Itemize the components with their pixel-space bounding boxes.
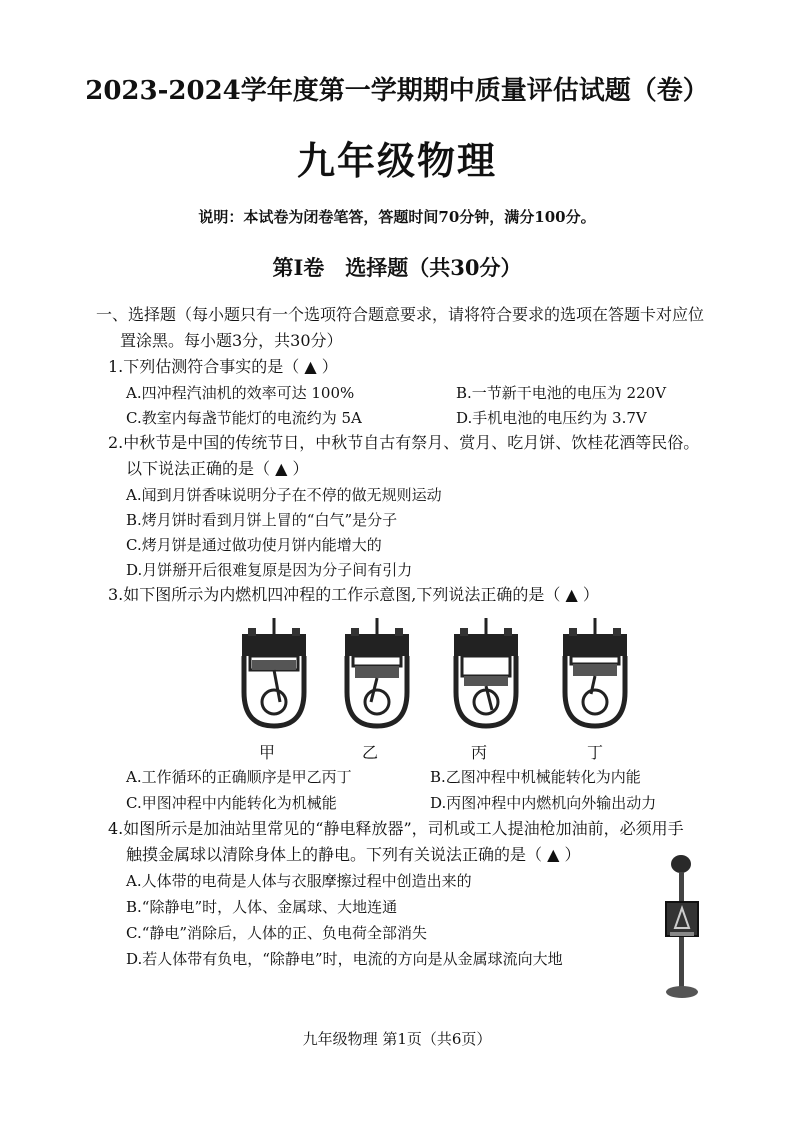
question-2-stem-line1: 2.中秋节是中国的传统节日，中秋节自古有祭月、赏月、吃月饼、饮桂花酒等民俗。: [108, 433, 700, 452]
question-1-stem: 1.下列估测符合事实的是（ ▲ ）: [108, 357, 338, 376]
question-1-option-b: B.一节新干电池的电压为 220V: [456, 384, 667, 402]
subject-title: 九年级物理: [296, 138, 497, 183]
figure-label-ding: 丁: [586, 743, 603, 762]
engine-stroke-figure-bing: [446, 614, 526, 732]
figure-label-bing: 丙: [470, 743, 487, 762]
figure-label-yi: 乙: [361, 743, 378, 762]
question-4-stem-line1: 4.如图所示是加油站里常见的“静电释放器”，司机或工人提油枪加油前，必须用手: [108, 819, 684, 838]
question-2-option-b: B.烤月饼时看到月饼上冒的“白气”是分子: [126, 511, 398, 529]
question-2-option-a: A.闻到月饼香味说明分子在不停的做无规则运动: [126, 486, 442, 504]
question-2-option-d: D.月饼掰开后很难复原是因为分子间有引力: [126, 561, 413, 579]
engine-stroke-figure-jia: [234, 614, 314, 732]
question-4-stem-line2: 触摸金属球以清除身体上的静电。下列有关说法正确的是（ ▲ ）: [126, 845, 581, 864]
figure-label-jia: 甲: [258, 743, 275, 762]
exam-title: 2023-2024学年度第一学期期中质量评估试题（卷）: [85, 76, 709, 106]
question-4-option-d: D.若人体带有负电，“除静电”时，电流的方向是从金属球流向大地: [126, 950, 563, 968]
question-3-option-b: B.乙图冲程中机械能转化为内能: [430, 768, 641, 786]
engine-stroke-figure-yi: [337, 614, 417, 732]
part-instruction-line1: 一、选择题（每小题只有一个选项符合题意要求，请将符合要求的选项在答题卡对应位: [96, 305, 705, 324]
part-instruction-line2: 置涂黑。每小题3分，共30分）: [120, 331, 343, 350]
question-2-stem-line2: 以下说法正确的是（ ▲ ）: [126, 459, 309, 478]
question-1-option-d: D.手机电池的电压约为 3.7V: [456, 409, 647, 427]
question-4-option-b: B.“除静电”时，人体、金属球、大地连通: [126, 898, 398, 916]
question-3-stem: 3.如下图所示为内燃机四冲程的工作示意图,下列说法正确的是（ ▲ ）: [108, 585, 599, 604]
question-1-option-a: A.四冲程汽油机的效率可达 100%: [126, 384, 355, 402]
static-discharger-figure: [648, 852, 718, 1002]
engine-stroke-figure-ding: [555, 614, 635, 732]
exam-note: 说明：本试卷为闭卷笔答，答题时间70分钟，满分100分。: [198, 208, 596, 226]
question-3-option-d: D.丙图冲程中内燃机向外输出动力: [430, 794, 657, 812]
question-3-option-c: C.甲图冲程中内能转化为机械能: [126, 794, 337, 812]
question-3-option-a: A.工作循环的正确顺序是甲乙丙丁: [126, 768, 352, 786]
question-4-option-a: A.人体带的电荷是人体与衣服摩擦过程中创造出来的: [126, 872, 472, 890]
question-4-option-c: C.“静电”消除后，人体的正、负电荷全部消失: [126, 924, 428, 942]
section-heading: 第Ⅰ卷 选择题（共30分）: [272, 255, 522, 280]
question-1-option-c: C.教室内每盏节能灯的电流约为 5A: [126, 409, 362, 427]
page-footer: 九年级物理 第1页（共6页）: [302, 1030, 492, 1048]
question-2-option-c: C.烤月饼是通过做功使月饼内能增大的: [126, 536, 382, 554]
